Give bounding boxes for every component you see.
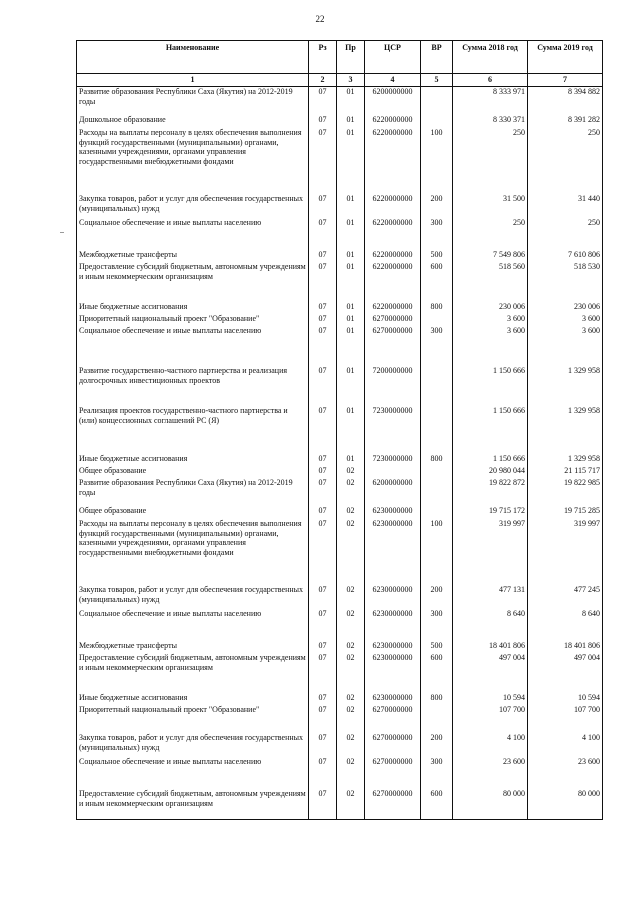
row-rz: 07 (309, 218, 337, 250)
header-row (77, 41, 603, 74)
row-name: Расходы на выплаты персоналу в целях обеспечения выполнения функций государственными (муниципальными) органами, казенными учреждениями, органами управления государственными внебюджетными фондами (77, 519, 309, 585)
row-rz: 07 (309, 757, 337, 789)
row-name: Иные бюджетные ассигнования (77, 693, 309, 705)
table-row (77, 302, 603, 314)
row-pr: 01 (337, 115, 365, 128)
row-vr: 200 (421, 194, 453, 218)
row-name: Предоставление субсидий бюджетным, автономным учреждениям и иным некоммерческим организациям (77, 653, 309, 693)
row-csr: 7200000000 (365, 366, 421, 406)
table-row (77, 653, 603, 693)
row-csr: 6270000000 (365, 314, 421, 326)
row-pr: 01 (337, 262, 365, 302)
row-vr (421, 506, 453, 519)
row-sum-2019: 1 329 958 (528, 454, 603, 466)
row-name: Социальное обеспечение и иные выплаты населению (77, 609, 309, 641)
table-row (77, 506, 603, 519)
table-row (77, 454, 603, 466)
row-rz: 07 (309, 262, 337, 302)
row-csr: 6230000000 (365, 693, 421, 705)
budget-table (76, 40, 603, 820)
row-name: Предоставление субсидий бюджетным, автономным учреждениям и иным некоммерческим организациям (77, 262, 309, 302)
table-row (77, 262, 603, 302)
row-rz: 07 (309, 314, 337, 326)
row-vr (421, 87, 453, 116)
row-rz: 07 (309, 128, 337, 194)
row-name: Общее образование (77, 466, 309, 478)
row-sum-2018: 3 600 (453, 314, 528, 326)
row-csr: 6220000000 (365, 218, 421, 250)
row-pr: 01 (337, 218, 365, 250)
row-vr: 200 (421, 733, 453, 757)
table-row (77, 128, 603, 194)
row-sum-2018: 3 600 (453, 326, 528, 366)
header-pr: Пр (337, 41, 365, 74)
row-vr: 800 (421, 693, 453, 705)
row-pr: 02 (337, 705, 365, 733)
row-rz: 07 (309, 506, 337, 519)
row-vr (421, 705, 453, 733)
row-sum-2018: 7 549 806 (453, 250, 528, 262)
row-sum-2018: 19 715 172 (453, 506, 528, 519)
row-sum-2019: 4 100 (528, 733, 603, 757)
row-rz: 07 (309, 641, 337, 653)
table-row (77, 609, 603, 641)
row-csr: 6220000000 (365, 194, 421, 218)
column-number: 7 (528, 74, 603, 87)
row-rz: 07 (309, 585, 337, 609)
row-csr: 7230000000 (365, 454, 421, 466)
row-name: Закупка товаров, работ и услуг для обеспечения государственных (муниципальных) нужд (77, 194, 309, 218)
table-row (77, 789, 603, 820)
row-vr: 300 (421, 326, 453, 366)
row-sum-2018: 19 822 872 (453, 478, 528, 506)
row-sum-2018: 8 640 (453, 609, 528, 641)
row-name: Приоритетный национальный проект "Образование" (77, 314, 309, 326)
row-rz: 07 (309, 478, 337, 506)
row-sum-2019: 477 245 (528, 585, 603, 609)
row-rz: 07 (309, 250, 337, 262)
row-csr: 6220000000 (365, 115, 421, 128)
row-pr: 02 (337, 519, 365, 585)
row-sum-2019: 1 329 958 (528, 366, 603, 406)
row-sum-2019: 18 401 806 (528, 641, 603, 653)
row-sum-2019: 250 (528, 218, 603, 250)
row-rz: 07 (309, 366, 337, 406)
column-number: 4 (365, 74, 421, 87)
row-sum-2019: 107 700 (528, 705, 603, 733)
row-vr: 600 (421, 262, 453, 302)
row-pr: 01 (337, 128, 365, 194)
row-name: Реализация проектов государственно-частного партнерства и (или) концессионных соглашений РС (Я) (77, 406, 309, 454)
row-csr: 6230000000 (365, 641, 421, 653)
row-pr: 02 (337, 789, 365, 820)
row-vr: 600 (421, 789, 453, 820)
header-sum-2018: Сумма 2018 год (453, 41, 528, 74)
row-vr: 300 (421, 609, 453, 641)
row-csr: 6230000000 (365, 519, 421, 585)
row-csr (365, 466, 421, 478)
header-sum-2019: Сумма 2019 год (528, 41, 603, 74)
row-name: Общее образование (77, 506, 309, 519)
row-csr: 6220000000 (365, 302, 421, 314)
row-vr: 500 (421, 641, 453, 653)
row-vr: 100 (421, 128, 453, 194)
row-rz: 07 (309, 789, 337, 820)
row-sum-2019: 80 000 (528, 789, 603, 820)
row-vr: 600 (421, 653, 453, 693)
row-name: Развитие государственно-частного партнерства и реализация долгосрочных инвестиционных проектов (77, 366, 309, 406)
row-name: Развитие образования Республики Саха (Якутия) на 2012-2019 годы (77, 87, 309, 116)
row-pr: 01 (337, 326, 365, 366)
row-sum-2018: 20 980 044 (453, 466, 528, 478)
table-row (77, 250, 603, 262)
row-name: Социальное обеспечение и иные выплаты населению (77, 218, 309, 250)
row-sum-2019: 319 997 (528, 519, 603, 585)
row-vr (421, 466, 453, 478)
row-name: Социальное обеспечение и иные выплаты населению (77, 757, 309, 789)
row-csr: 6230000000 (365, 609, 421, 641)
row-sum-2018: 107 700 (453, 705, 528, 733)
row-rz: 07 (309, 194, 337, 218)
row-sum-2019: 10 594 (528, 693, 603, 705)
row-rz: 07 (309, 454, 337, 466)
page-number: 22 (315, 14, 325, 24)
row-pr: 01 (337, 314, 365, 326)
row-csr: 6230000000 (365, 506, 421, 519)
table-row (77, 87, 603, 116)
row-rz: 07 (309, 609, 337, 641)
row-name: Иные бюджетные ассигнования (77, 302, 309, 314)
row-pr: 02 (337, 506, 365, 519)
column-number: 1 (77, 74, 309, 87)
row-pr: 01 (337, 87, 365, 116)
table-row (77, 705, 603, 733)
row-pr: 01 (337, 454, 365, 466)
row-vr: 800 (421, 454, 453, 466)
table-row (77, 314, 603, 326)
row-sum-2019: 497 004 (528, 653, 603, 693)
row-vr: 800 (421, 302, 453, 314)
row-pr: 01 (337, 250, 365, 262)
row-name: Межбюджетные трансферты (77, 250, 309, 262)
row-pr: 02 (337, 466, 365, 478)
row-sum-2018: 31 500 (453, 194, 528, 218)
row-sum-2019: 31 440 (528, 194, 603, 218)
row-rz: 07 (309, 733, 337, 757)
row-pr: 01 (337, 366, 365, 406)
row-sum-2018: 250 (453, 218, 528, 250)
row-pr: 02 (337, 757, 365, 789)
row-csr: 6230000000 (365, 585, 421, 609)
row-vr: 300 (421, 757, 453, 789)
row-name: Дошкольное образование (77, 115, 309, 128)
row-sum-2018: 18 401 806 (453, 641, 528, 653)
column-number: 5 (421, 74, 453, 87)
row-sum-2018: 10 594 (453, 693, 528, 705)
table-row (77, 641, 603, 653)
row-rz: 07 (309, 653, 337, 693)
row-sum-2018: 80 000 (453, 789, 528, 820)
row-sum-2018: 319 997 (453, 519, 528, 585)
row-name: Приоритетный национальный проект "Образование" (77, 705, 309, 733)
column-number: 3 (337, 74, 365, 87)
row-sum-2018: 23 600 (453, 757, 528, 789)
table-row (77, 218, 603, 250)
column-number-row (77, 74, 603, 87)
row-sum-2019: 7 610 806 (528, 250, 603, 262)
row-rz: 07 (309, 466, 337, 478)
row-csr: 6270000000 (365, 733, 421, 757)
table-row (77, 194, 603, 218)
row-csr: 6230000000 (365, 653, 421, 693)
column-number: 2 (309, 74, 337, 87)
row-pr: 02 (337, 641, 365, 653)
row-csr: 6270000000 (365, 789, 421, 820)
row-csr: 6200000000 (365, 87, 421, 116)
row-pr: 02 (337, 585, 365, 609)
row-sum-2019: 8 391 282 (528, 115, 603, 128)
row-csr: 6220000000 (365, 250, 421, 262)
table-row (77, 406, 603, 454)
row-rz: 07 (309, 693, 337, 705)
row-csr: 6270000000 (365, 326, 421, 366)
row-rz: 07 (309, 406, 337, 454)
row-sum-2019: 518 530 (528, 262, 603, 302)
table-row (77, 478, 603, 506)
row-sum-2018: 1 150 666 (453, 406, 528, 454)
row-pr: 02 (337, 693, 365, 705)
column-number: 6 (453, 74, 528, 87)
row-vr: 300 (421, 218, 453, 250)
row-sum-2018: 4 100 (453, 733, 528, 757)
row-rz: 07 (309, 87, 337, 116)
row-name: Закупка товаров, работ и услуг для обеспечения государственных (муниципальных) нужд (77, 585, 309, 609)
row-rz: 07 (309, 519, 337, 585)
row-pr: 01 (337, 194, 365, 218)
row-vr (421, 366, 453, 406)
row-rz: 07 (309, 705, 337, 733)
table-row (77, 733, 603, 757)
row-sum-2018: 230 006 (453, 302, 528, 314)
row-csr: 6270000000 (365, 757, 421, 789)
row-csr: 7230000000 (365, 406, 421, 454)
row-name: Социальное обеспечение и иные выплаты населению (77, 326, 309, 366)
row-rz: 07 (309, 115, 337, 128)
row-sum-2018: 250 (453, 128, 528, 194)
table-row (77, 326, 603, 366)
row-sum-2019: 1 329 958 (528, 406, 603, 454)
row-sum-2019: 8 640 (528, 609, 603, 641)
table-row (77, 115, 603, 128)
table-row (77, 366, 603, 406)
row-pr: 01 (337, 406, 365, 454)
table-row (77, 519, 603, 585)
row-vr (421, 314, 453, 326)
row-sum-2019: 250 (528, 128, 603, 194)
row-vr (421, 478, 453, 506)
row-vr: 200 (421, 585, 453, 609)
row-sum-2019: 19 822 985 (528, 478, 603, 506)
row-csr: 6220000000 (365, 262, 421, 302)
row-rz: 07 (309, 302, 337, 314)
table-body (77, 87, 603, 820)
row-sum-2018: 1 150 666 (453, 366, 528, 406)
row-sum-2018: 8 330 371 (453, 115, 528, 128)
row-sum-2018: 518 560 (453, 262, 528, 302)
row-vr (421, 406, 453, 454)
header-rz: Рз (309, 41, 337, 74)
row-pr: 02 (337, 609, 365, 641)
table-row (77, 585, 603, 609)
row-sum-2019: 19 715 285 (528, 506, 603, 519)
row-sum-2018: 8 333 971 (453, 87, 528, 116)
row-rz: 07 (309, 326, 337, 366)
row-sum-2019: 230 006 (528, 302, 603, 314)
row-vr (421, 115, 453, 128)
row-name: Иные бюджетные ассигнования (77, 454, 309, 466)
row-name: Расходы на выплаты персоналу в целях обеспечения выполнения функций государственными (муниципальными) органами, казенными учреждениями, органами управления государственными внебюджетными фондами (77, 128, 309, 194)
row-name: Предоставление субсидий бюджетным, автономным учреждениям и иным некоммерческим организациям (77, 789, 309, 820)
header-vr: ВР (421, 41, 453, 74)
row-name: Межбюджетные трансферты (77, 641, 309, 653)
row-sum-2018: 1 150 666 (453, 454, 528, 466)
row-sum-2019: 23 600 (528, 757, 603, 789)
header-name: Наименование (77, 41, 309, 74)
row-pr: 01 (337, 302, 365, 314)
header-csr: ЦСР (365, 41, 421, 74)
row-pr: 02 (337, 733, 365, 757)
row-sum-2018: 497 004 (453, 653, 528, 693)
row-name: Закупка товаров, работ и услуг для обеспечения государственных (муниципальных) нужд (77, 733, 309, 757)
row-pr: 02 (337, 478, 365, 506)
row-vr: 100 (421, 519, 453, 585)
row-sum-2019: 3 600 (528, 314, 603, 326)
row-csr: 6220000000 (365, 128, 421, 194)
row-sum-2019: 8 394 882 (528, 87, 603, 116)
table-row (77, 466, 603, 478)
row-sum-2019: 21 115 717 (528, 466, 603, 478)
row-csr: 6270000000 (365, 705, 421, 733)
row-pr: 02 (337, 653, 365, 693)
row-sum-2018: 477 131 (453, 585, 528, 609)
table-row (77, 693, 603, 705)
scan-mark (60, 232, 64, 233)
table-row (77, 757, 603, 789)
row-name: Развитие образования Республики Саха (Якутия) на 2012-2019 годы (77, 478, 309, 506)
row-vr: 500 (421, 250, 453, 262)
row-sum-2019: 3 600 (528, 326, 603, 366)
row-csr: 6200000000 (365, 478, 421, 506)
